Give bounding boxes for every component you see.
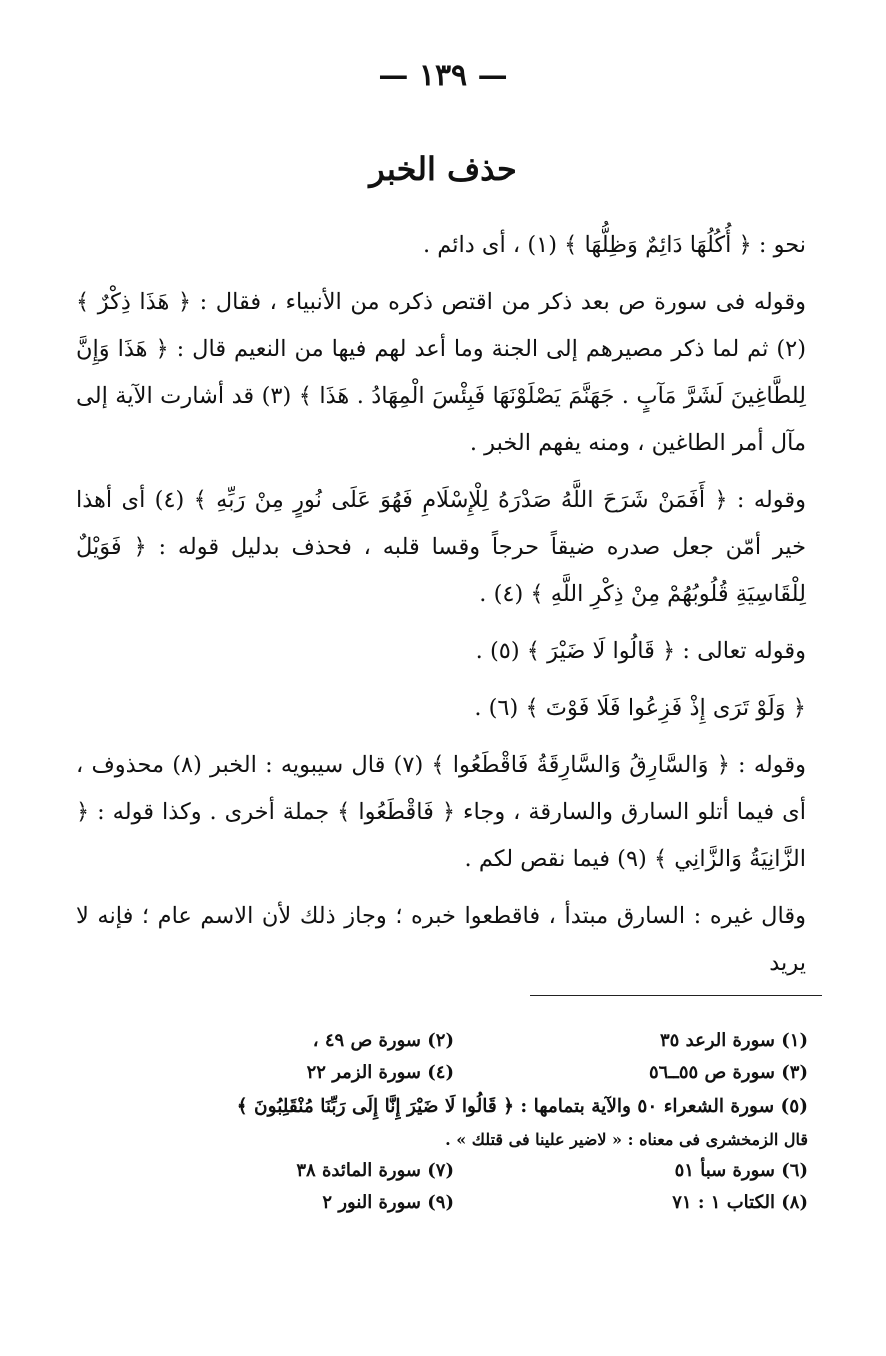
paragraph: وقوله تعالى : ﴿ قَالُوا لَا ضَيْرَ ﴾ (٥) . [475,638,806,664]
footnote: (٦) سورة سبأ ٥١ [674,1160,808,1181]
footnote: (٥) سورة الشعراء ٥٠ والآية بتمامها : ﴿ قَالُوا لَا ضَيْرَ إِنَّا إِلَى رَبِّنَا مُنْقَلِبُونَ ﴾ [236,1096,808,1117]
paragraph: وقوله : ﴿ أَفَمَنْ شَرَحَ اللَّهُ صَدْرَهُ لِلْإِسْلَامِ فَهُوَ عَلَى نُورٍ مِنْ رَبِّهِ ﴾ (٤) أى أهذا خير أمّن جعل صدره ضيقاً حرجاً وقسا قلبه ، فحذف بدليل قوله : ﴿ فَوَيْلٌ لِلْقَاسِيَةِ قُلُوبُهُمْ مِنْ ذِكْرِ اللَّهِ ﴾ (٤) . [76,487,806,607]
footnote: (٩) سورة النور ٢ [322,1192,454,1213]
footnote: (٣) سورة ص ٥٥ــ٥٦ [648,1062,808,1083]
paragraph: وقال غيره : السارق مبتدأ ، فاقطعوا خبره ؛ وجاز ذلك لأن الاسم عام ؛ فإنه لا يريد [76,903,806,976]
footnote-row [100,1025,808,1057]
body-text [76,222,806,997]
footnote-row [100,1187,808,1219]
footnote-row [100,1057,808,1089]
footnotes [100,1025,808,1219]
footnote: (٧) سورة المائدة ٣٨ [296,1160,454,1181]
paragraph: وقوله فى سورة ص بعد ذكر من اقتص ذكره من الأنبياء ، فقال : ﴿ هَذَا ذِكْرٌ ﴾ (٢) ثم لما ذكر مصيرهم إلى الجنة وما أعد لهم فيها من النعيم قال : ﴿ هَذَا وَإِنَّ لِلطَّاغِينَ لَشَرَّ مَآبٍ . جَهَنَّمَ يَصْلَوْنَهَا فَبِئْسَ الْمِهَادُ . هَذَا ﴾ (٣) قد أشارت الآية إلى مآل أمر الطاغين ، ومنه يفهم الخبر . [76,289,807,456]
footnote-note: قال الزمخشرى فى معناه : « لاضير علينا فى قتلك » . [445,1130,808,1149]
paragraph: وقوله : ﴿ وَالسَّارِقُ وَالسَّارِقَةُ فَاقْطَعُوا ﴾ (٧) قال سيبويه : الخبر (٨) محذوف ، أى فيما أتلو السارق والسارقة ، وجاء ﴿ فَاقْطَعُوا ﴾ جملة أخرى . وكذا قوله : ﴿ الزَّانِيَةُ وَالزَّانِي ﴾ (٩) فيما نقص لكم . [76,752,806,872]
footnote: (١) سورة الرعد ٣٥ [660,1030,808,1051]
paragraph: نحو : ﴿ أُكُلُهَا دَائِمٌ وَظِلُّهَا ﴾ (١) ، أى دائم . [422,232,806,258]
footnote: (٤) سورة الزمر ٢٢ [306,1062,454,1083]
paragraph: ﴿ وَلَوْ تَرَى إِذْ فَزِعُوا فَلَا فَوْتَ ﴾ (٦) . [474,695,806,721]
footnote: (٨) الكتاب ١ : ٧١ [672,1192,808,1213]
footnote-row [100,1155,808,1187]
page-number: — ١٣٩ — [378,58,508,93]
section-heading: حذف الخبر [369,150,517,188]
footnote-divider [530,995,822,996]
footnote: (٢) سورة ص ٤٩ ، [312,1030,454,1051]
